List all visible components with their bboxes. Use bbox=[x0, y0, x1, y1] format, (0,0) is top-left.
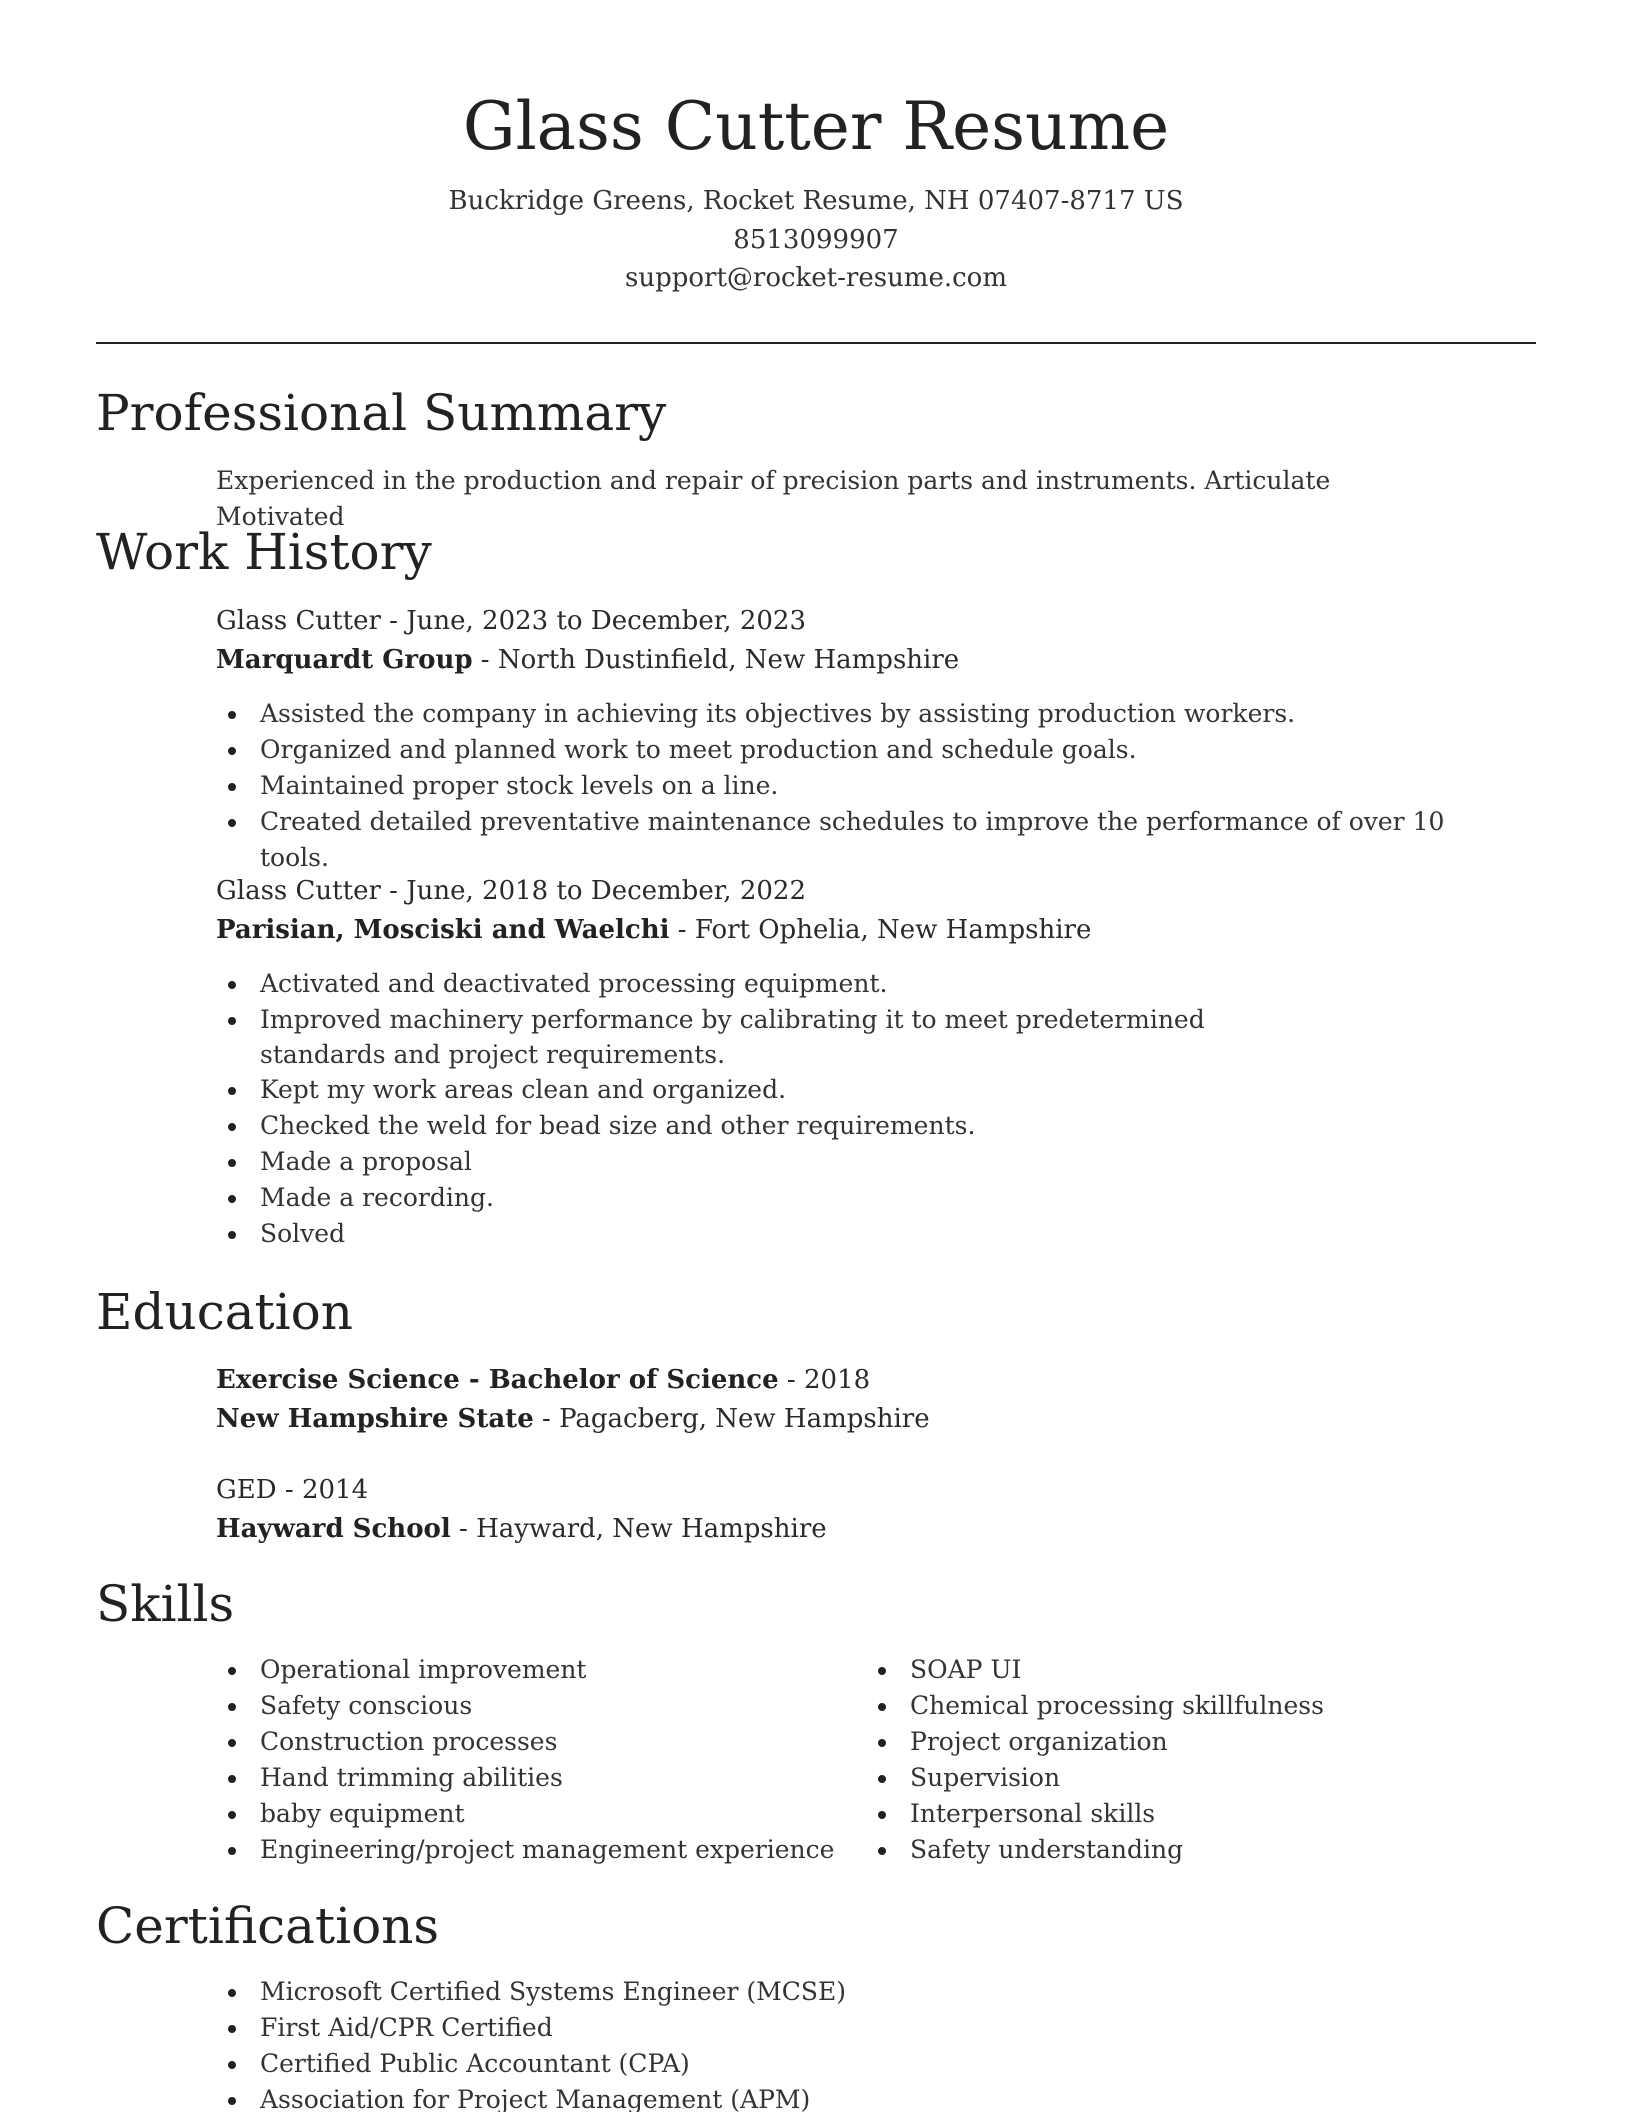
resume-header bbox=[0, 82, 1632, 298]
education-location: Hayward, New Hampshire bbox=[476, 1514, 827, 1544]
list-item: Checked the weld for bead size and other requirements. bbox=[216, 1108, 1446, 1144]
education-degree-line: Exercise Science - Bachelor of Science - 2018 bbox=[216, 1365, 871, 1395]
list-item: Assisted the company in achieving its objectives by assisting production workers. bbox=[216, 696, 1446, 732]
list-item: Improved machinery performance by calibrating it to meet predetermined standards and project requirements. bbox=[216, 1002, 1216, 1072]
education-entry bbox=[216, 1361, 1446, 1439]
list-item: Operational improvement bbox=[216, 1652, 856, 1688]
job-employer: Parisian, Mosciski and Waelchi bbox=[216, 915, 670, 945]
job-bullet-list bbox=[216, 966, 1446, 1252]
skills-column-left bbox=[216, 1652, 856, 1868]
resume-title: Glass Cutter Resume bbox=[462, 88, 1170, 165]
list-item: SOAP UI bbox=[866, 1652, 1506, 1688]
list-item: Microsoft Certified Systems Engineer (MCSE) bbox=[216, 1974, 1446, 2010]
list-item: Kept my work areas clean and organized. bbox=[216, 1072, 1446, 1108]
list-item: Safety understanding bbox=[866, 1832, 1506, 1868]
job-location: Fort Ophelia, New Hampshire bbox=[694, 915, 1092, 945]
list-item: Created detailed preventative maintenance schedules to improve the performance of over 10 tools. bbox=[216, 804, 1446, 876]
section-title-summary: Professional Summary bbox=[96, 384, 667, 442]
list-item: Association for Project Management (APM) bbox=[216, 2082, 1446, 2112]
education-year: 2014 bbox=[301, 1475, 369, 1505]
job-title-line: Glass Cutter - June, 2023 to December, 2023 bbox=[216, 606, 806, 636]
list-item: Construction processes bbox=[216, 1724, 856, 1760]
job-bullet-list bbox=[216, 696, 1446, 876]
certifications-list bbox=[216, 1974, 1446, 2112]
education-school-line: Hayward School - Hayward, New Hampshire bbox=[216, 1514, 827, 1544]
contact-email: support@rocket-resume.com bbox=[624, 263, 1007, 293]
header-divider bbox=[96, 342, 1536, 344]
list-item: First Aid/CPR Certified bbox=[216, 2010, 1446, 2046]
list-item: Hand trimming abilities bbox=[216, 1760, 856, 1796]
job-title-line: Glass Cutter - June, 2018 to December, 2022 bbox=[216, 876, 806, 906]
list-item: Made a proposal bbox=[216, 1144, 1446, 1180]
list-item: Supervision bbox=[866, 1760, 1506, 1796]
summary-text: Experienced in the production and repair of precision parts and instruments. Articulate Motivated bbox=[216, 466, 1331, 531]
skills-column-right bbox=[866, 1652, 1506, 1868]
job-role: Glass Cutter bbox=[216, 606, 381, 636]
list-item: Interpersonal skills bbox=[866, 1796, 1506, 1832]
section-title-work-history: Work History bbox=[96, 523, 432, 581]
job-employer-line: Marquardt Group - North Dustinfield, New Hampshire bbox=[216, 645, 960, 675]
list-item: Maintained proper stock levels on a line. bbox=[216, 768, 1446, 804]
list-item: Organized and planned work to meet production and schedule goals. bbox=[216, 732, 1446, 768]
job-location: North Dustinfield, New Hampshire bbox=[497, 645, 960, 675]
list-item: Engineering/project management experience bbox=[216, 1832, 856, 1868]
list-item: Project organization bbox=[866, 1724, 1506, 1760]
education-year: 2018 bbox=[803, 1365, 871, 1395]
section-title-skills: Skills bbox=[96, 1575, 235, 1633]
job-employer: Marquardt Group bbox=[216, 645, 473, 675]
list-item: Chemical processing skillfulness bbox=[866, 1688, 1506, 1724]
education-location: Pagacberg, New Hampshire bbox=[559, 1404, 930, 1434]
list-item: baby equipment bbox=[216, 1796, 856, 1832]
section-title-education: Education bbox=[96, 1283, 353, 1341]
job-dates: June, 2018 to December, 2022 bbox=[406, 876, 806, 906]
job-dates: June, 2023 to December, 2023 bbox=[406, 606, 806, 636]
list-item: Safety conscious bbox=[216, 1688, 856, 1724]
list-item: Activated and deactivated processing equipment. bbox=[216, 966, 1446, 1002]
education-entry bbox=[216, 1471, 1446, 1549]
section-title-certifications: Certifications bbox=[96, 1897, 440, 1955]
job-role: Glass Cutter bbox=[216, 876, 381, 906]
list-item: Solved bbox=[216, 1216, 1446, 1252]
education-degree: Exercise Science - Bachelor of Science bbox=[216, 1365, 779, 1395]
job-employer-line: Parisian, Mosciski and Waelchi - Fort Ophelia, New Hampshire bbox=[216, 915, 1092, 945]
job-entry bbox=[216, 602, 1446, 680]
list-item: Certified Public Accountant (CPA) bbox=[216, 2046, 1446, 2082]
contact-address: Buckridge Greens, Rocket Resume, NH 07407-8717 US bbox=[448, 186, 1184, 216]
list-item: Made a recording. bbox=[216, 1180, 1446, 1216]
education-school: Hayward School bbox=[216, 1514, 451, 1544]
contact-phone: 8513099907 bbox=[733, 224, 899, 255]
education-degree: GED bbox=[216, 1475, 277, 1505]
job-entry bbox=[216, 872, 1446, 950]
education-school: New Hampshire State bbox=[216, 1404, 534, 1434]
education-degree-line: GED - 2014 bbox=[216, 1475, 369, 1505]
education-school-line: New Hampshire State - Pagacberg, New Hampshire bbox=[216, 1404, 930, 1434]
